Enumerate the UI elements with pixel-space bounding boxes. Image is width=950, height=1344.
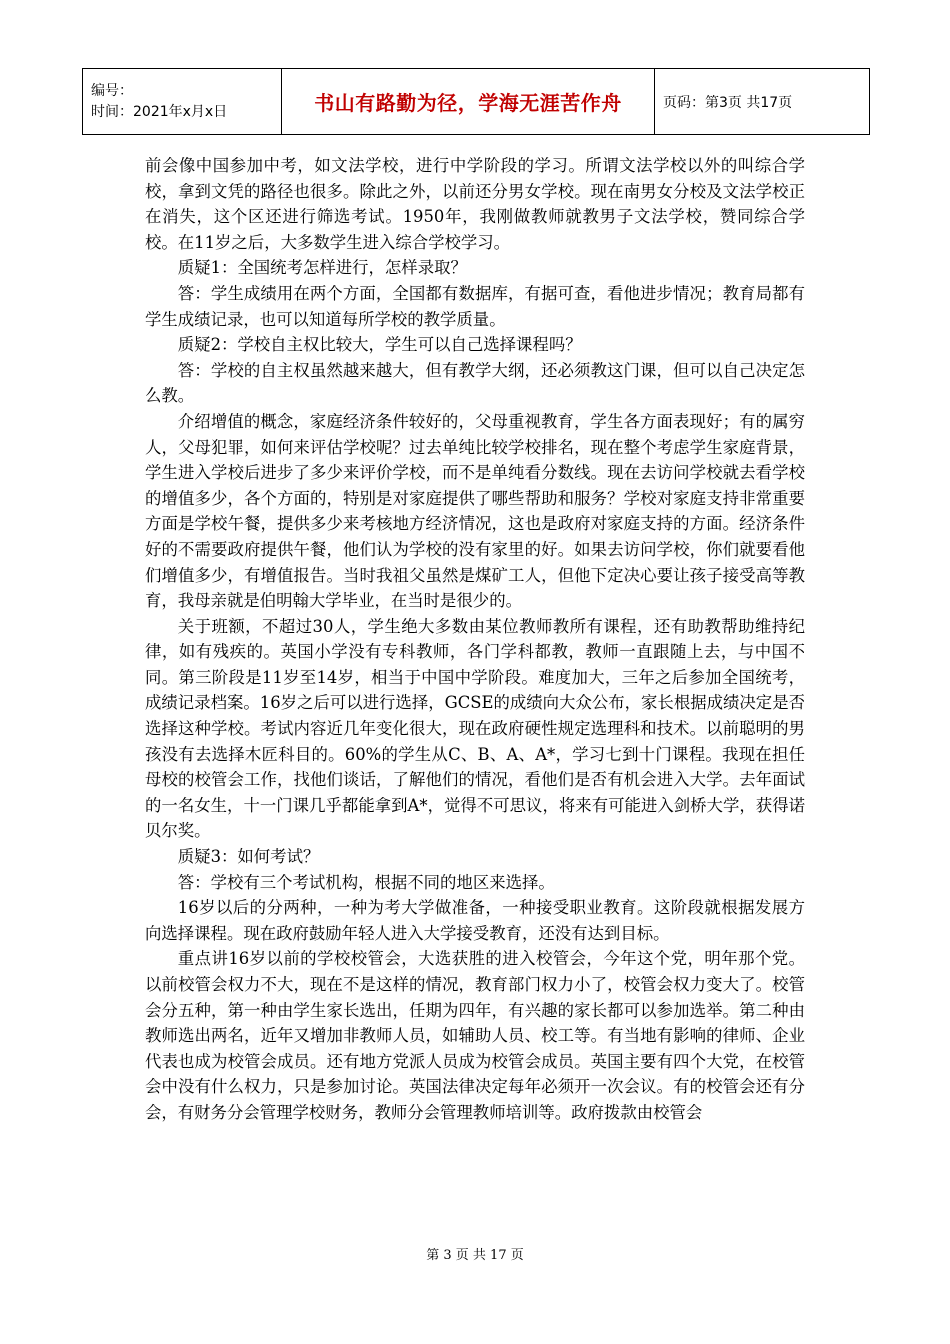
- document-number-label: 编号：: [91, 82, 133, 99]
- document-body: [145, 153, 805, 1126]
- page-footer: 第 3 页 共 17 页: [426, 1248, 524, 1263]
- paragraph: 质疑1：全国统考怎样进行，怎样录取？: [177, 258, 467, 278]
- paragraph: 质疑3：如何考试？: [177, 847, 320, 867]
- document-date: 时间：2021年x月x日: [91, 103, 228, 120]
- paragraph: 介绍增值的概念，家庭经济条件较好的，父母重视教育，学生各方面表现好；有的属穷人，父母犯罪，如何来评估学校呢？过去单纯比较学校排名，现在整个考虑学生家庭背景，学生进入学校后进步了多少来评价学校，而不是单纯看分数线。现在去访问学校就去看学校的增值多少，各个方面的，特别是对家庭提供了哪些帮助和服务？学校对家庭支持非常重要方面是学校午餐，提供多少来考核地方经济情况，这也是政府对家庭支持的方面。经济条件好的不需要政府提供午餐，他们认为学校的没有家里的好。如果去访问学校，你们就要看他们增值多少，有增值报告。当时我祖父虽然是煤矿工人，但他下定决心要让孩子接受高等教育，我母亲就是伯明翰大学毕业，在当时是很少的。: [145, 411, 805, 611]
- header-page-info: 页码：第3页 共17页: [655, 69, 870, 135]
- paragraph: 答：学校有三个考试机构，根据不同的地区来选择。: [177, 872, 555, 892]
- paragraph: 16岁以后的分两种，一种为考大学做准备，一种接受职业教育。这阶段就根据发展方向选择课程。现在政府鼓励年轻人进入大学接受教育，还没有达到目标。: [145, 898, 805, 943]
- paragraph: 答：学生成绩用在两个方面，全国都有数据库，有据可查，看他进步情况；教育局都有学生成绩记录，也可以知道每所学校的教学质量。: [145, 283, 805, 329]
- paragraph: 质疑2：学校自主权比较大，学生可以自己选择课程吗？: [177, 335, 582, 355]
- header-meta: [83, 69, 282, 135]
- paragraph: 关于班额，不超过30人，学生绝大多数由某位教师教所有课程，还有助教帮助维持纪律，如有残疾的。英国小学没有专科教师，各门学科都教，教师一直跟随上去，与中国不同。第三阶段是11岁至14岁，相当于中国中学阶段。难度加大，三年之后参加全国统考，成绩记录档案。16岁之后可以进行选择，GCSE的成绩向大众公布，家长根据成绩决定是否选择这种学校。考试内容近几年变化很大，现在政府硬性规定选理科和技术。以前聪明的男孩没有去选择木匠科目的。60%的学生从C、B、A、A*，学习七到十门课程。我现在担任母校的校管会工作，找他们谈话，了解他们的情况，看他们是否有机会进入大学。去年面试的一名女生，十一门课几乎都能拿到A*，觉得不可思议，将来有可能进入剑桥大学，获得诺贝尔奖。: [145, 616, 805, 841]
- page-header: [82, 68, 870, 135]
- paragraph: 答：学校的自主权虽然越来越大，但有教学大纲，还必须教这门课，但可以自己决定怎么教。: [145, 360, 805, 406]
- header-motto: 书山有路勤为径，学海无涯苦作舟: [282, 69, 655, 135]
- paragraph: 前会像中国参加中考，如文法学校，进行中学阶段的学习。所谓文法学校以外的叫综合学校，拿到文凭的路径也很多。除此之外，以前还分男女学校。现在南男女分校及文法学校正在消失，这个区还进行筛选考试。1950年，我刚做教师就教男子文法学校，赞同综合学校。在11岁之后，大多数学生进入综合学校学习。: [145, 156, 805, 252]
- paragraph: 重点讲16岁以前的学校校管会，大选获胜的进入校管会，今年这个党，明年那个党。以前校管会权力不大，现在不是这样的情况，教育部门权力小了，校管会权力变大了。校管会分五种，第一种由学生家长选出，任期为四年，有兴趣的家长都可以参加选举。第二种由教师选出两名，近年又增加非教师人员，如辅助人员、校工等。有当地有影响的律师、企业代表也成为校管会成员。还有地方党派人员成为校管会成员。英国主要有四个大党，在校管会中没有什么权力，只是参加讨论。英国法律决定每年必须开一次会议。有的校管会还有分会，有财务分会管理学校财务，教师分会管理教师培训等。政府拨款由校管会: [145, 949, 805, 1122]
